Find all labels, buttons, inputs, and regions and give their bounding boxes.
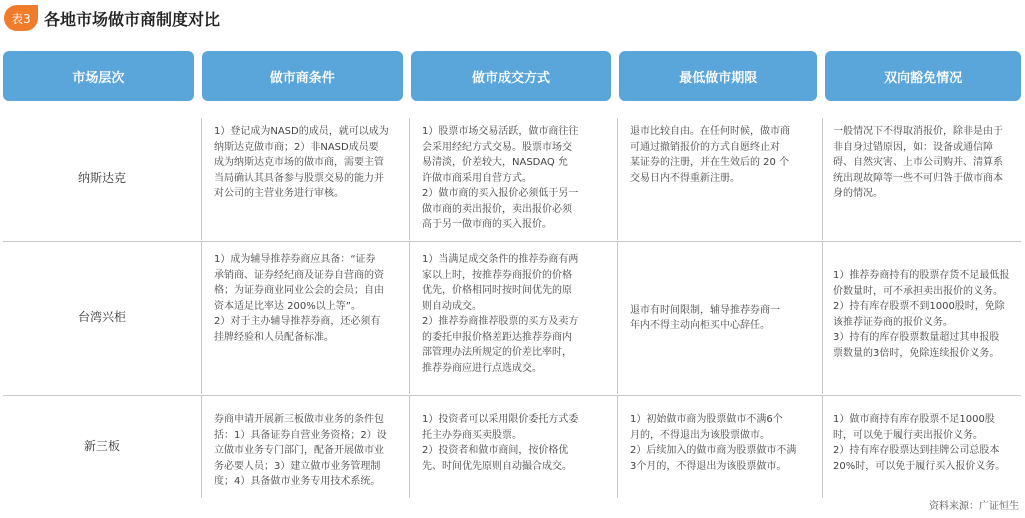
method-cell <box>409 118 617 240</box>
exemption-text: 1）做市商持有库存股票不足1000股 时，可以免于履行卖出报价义务。 2）持有库存股票达到挂牌公司总股本 20%时，可以免于履行买入报价义务。 <box>833 414 1006 472</box>
market-name: 纳斯达克 <box>77 171 126 186</box>
header-min-period: 最低做市期限 <box>619 51 817 101</box>
table-title <box>4 5 220 31</box>
table-title-text: 各地市场做市商制度对比 <box>44 9 221 29</box>
market-name: 新三板 <box>83 439 120 454</box>
exemption-cell <box>822 242 1021 394</box>
period-cell <box>617 396 822 498</box>
market-cell <box>3 242 201 394</box>
condition-cell <box>201 396 409 498</box>
condition-text: 1）登记成为NASD的成员，就可以成为 纳斯达克做市商；2）非NASD成员要 成为纳斯达克市场的做市商，需要主管 当局确认其具备参与股票交易的能力并 对公司的主营业务进行审核。 <box>214 126 389 199</box>
method-cell <box>409 396 617 498</box>
source-note: 资料来源：广证恒生 <box>929 501 1019 512</box>
period-text: 1）初始做市商为股票做市不满6个 月的，不得退出为该股票做市。 2）后续加入的做市商为股票做市不满 3个月的，不得退出为该股票做市。 <box>630 414 797 472</box>
method-cell <box>409 242 617 394</box>
period-cell <box>617 242 822 394</box>
market-name: 台湾兴柜 <box>77 310 126 325</box>
method-text: 1）股票市场交易活跃，做市商往往 会采用经纪方式交易。股票市场交 易清淡，价差较大，NASDAQ 允 许做市商采用自营方式。 2）做市商的买入报价必须低于另一 做市商的卖出报价，卖出报价必须 高于另一做市商的买入报价。 <box>422 126 579 230</box>
table-header-row <box>3 51 1021 101</box>
exemption-cell <box>822 118 1021 240</box>
header-conditions: 做市商条件 <box>202 51 403 101</box>
header-market-level: 市场层次 <box>3 51 194 101</box>
method-text: 1）投资者可以采用限价委托方式委 托主办券商买卖股票。 2）投资者和做市商间，按价格优 先、时间优先原则自动撮合成交。 <box>422 414 579 472</box>
period-text: 退市有时间限制，辅导推荐券商一 年内不得主动向柜买中心辞任。 <box>630 304 780 331</box>
condition-cell <box>201 242 409 394</box>
header-trade-method: 做市成交方式 <box>411 51 612 101</box>
condition-text: 1）成为辅导推荐券商应具备：“证券 承销商、证券经纪商及证券自营商的资 格；为证券商业同业公会的会员；自由 资本适足比率达 200%以上等”。 2）对于主办辅导推荐券商，还必须有 挂牌经验和人员配备标准。 <box>214 254 384 343</box>
period-cell <box>617 118 822 240</box>
table-row <box>3 118 1021 240</box>
market-cell <box>3 118 201 240</box>
market-cell <box>3 396 201 498</box>
table-row <box>3 242 1021 394</box>
exemption-cell <box>822 396 1021 498</box>
period-text: 退市比较自由。在任何时候，做市商 可通过撤销报价的方式自愿终止对 某证券的注册，并在生效后的 20 个 交易日内不得重新注册。 <box>630 126 790 184</box>
table-row <box>3 396 1021 498</box>
exemption-text: 1）推荐券商持有的股票存货不足最低报 价数量时，可不承担卖出报价的义务。 2）持有库存股票不到1000股时，免除 该推荐证券商的报价义务。 3）持有的库存股票数量超过其申报股 票数量的3倍时，免除连续报价义务。 <box>833 270 1010 359</box>
table-number-badge: 表3 <box>4 5 38 31</box>
condition-cell <box>201 118 409 240</box>
header-exemption: 双向豁免情况 <box>825 51 1021 101</box>
exemption-text: 一般情况下不得取消报价，除非是由于 非自身过错原因，如：设备或通信障 碍、自然灾害、上市公司购并、清算系 统出现故障等一些不可归咎于做市商本 身的情况。 <box>833 126 1003 199</box>
condition-text: 券商申请开展新三板做市业务的条件包 括：1）具备证券自营业务资格；2）设 立做市业务专门部门，配备开展做市业 务必要人员；3）建立做市业务管理制 度；4）具备做市业务专用技术系统。 <box>214 414 387 487</box>
method-text: 1）当满足成交条件的推荐券商有两 家以上时，按推荐券商报价的价格 优先，价格相同时按时间优先的原 则自动成交。 2）推荐券商推荐股票的买方及卖方 的委托申报价格差距达推荐券商内 部管理办法所规定的价差比率时， 推荐券商应进行点选成交。 <box>422 254 579 374</box>
